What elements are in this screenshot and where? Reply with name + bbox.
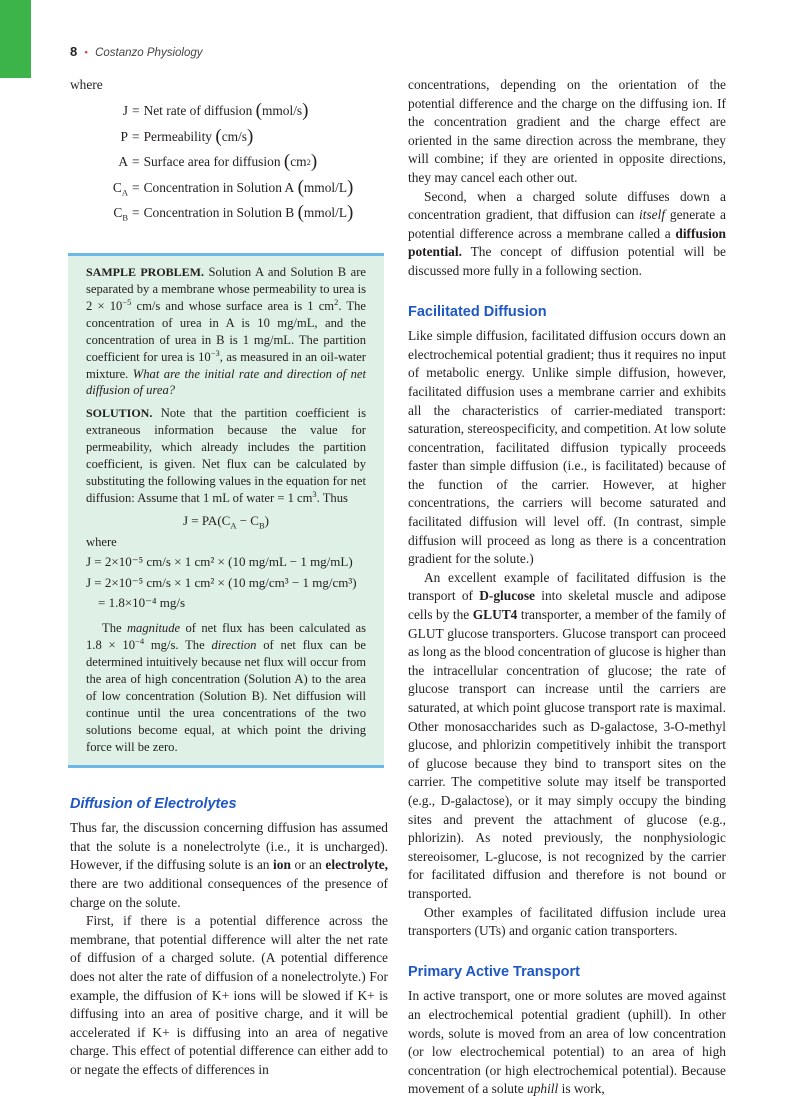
variable-definitions (102, 99, 388, 227)
primary-active-transport-heading: Primary Active Transport (408, 963, 580, 980)
definition-symbol: $C_A$ (112, 179, 128, 198)
definition-unit: mmol/L (303, 179, 348, 195)
sample-question: What are the initial rate and direction of net diffusion of urea? (86, 366, 366, 398)
definition-symbol: J (122, 103, 128, 119)
left-column (70, 76, 388, 1079)
primary-active-paragraph: In active transport, one or more solutes are moved against an electrochemical potential gradient (uphill). In other words, solute is moved from an area of low concentration (or low electrochemical potential) to an area of high concentration (or high electrochemical potential). Because movement of a solute uphill is work, (408, 988, 726, 1097)
definition-text: Concentration in Solution A (143, 179, 295, 195)
definition-row: $C_B$ = Concentration in Solution B ( mmol/L ) (102, 201, 388, 227)
definition-symbol: $C_B$ (113, 205, 128, 223)
sample-problem-heading: SAMPLE PROBLEM. (86, 265, 205, 280)
calc-line-1: J = 2×10⁻⁵ cm/s × 1 cm² × (10 mg/mL − 1 mg/mL) (86, 553, 353, 569)
electrolytes-paragraph-2: First, if there is a potential difference across the membrane, that potential difference will alter the net rate of diffusion of a charged solute. (A potential difference does not alter the rate of diffusion of a nonelectrolyte.) For example, the diffusion of K+ ions will be slowed if K+ is diffusing into an area of positive charge, and it will be accelerated if K+ is diffusing into an area of negative charge. This effect of potential difference can either add to or negate the effects of differences in (70, 913, 388, 1077)
definition-unit: mmol/s (261, 103, 303, 119)
solution-where: where (86, 534, 117, 549)
solution-heading: SOLUTION. (86, 406, 153, 421)
right-column (408, 76, 726, 1099)
definition-row: $C_A$ = Concentration in Solution A ( mmol/L ) (102, 175, 388, 201)
continued-paragraph: concentrations, depending on the orientation of the potential difference and the charge on the diffusing ion. If the concentration gradient and the charge effect are oriented in the same direction across the membrane, they will combine; if they are oriented in opposite directions, they may cancel each other out. (408, 77, 726, 185)
facilitated-diffusion-heading: Facilitated Diffusion (408, 303, 547, 320)
flux-equation: $J = PA(C_A - C_B)$ (183, 512, 269, 531)
definition-text: Concentration in Solution B (143, 205, 295, 221)
chapter-color-tab (0, 0, 31, 78)
facilitated-paragraph-2: An excellent example of facilitated diffusion is the transport of D-glucose into skeletal muscle and adipose cells by the GLUT4 transporter, a member of the family of GLUT glucose transporters. Glucose transport can proceed as long as the blood concentration of glucose is higher than the intracellular concentration of glucose; the rate of glucose transport can increase until the carriers are saturated, at which point glucose transport rate is maximal. Other monosaccharides such as D-galactose, 3-O-methyl glucose, and phlorizin competitively inhibit the transport of glucose because they bind to transport sites on the carrier. The competitive solute may itself be transported (e.g., D-galactose), or it may simply occupy the binding sites and prevent the attachment of glucose (e.g., phlorizin). As noted previously, the nonphysiologic stereoisomer, L-glucose, is not recognized by the carrier for facilitated diffusion and therefore is not bound or transported. (408, 569, 726, 901)
definition-symbol: P (120, 128, 128, 144)
electrolytes-paragraph-1: Thus far, the discussion concerning diffusion has assumed that the solute is a nonelectrolyte (i.e., it is uncharged). However, if the diffusing solute is an ion or an electrolyte, there are two additional consequences of the presence of charge on the solute. (70, 820, 388, 910)
definition-row: P = Permeability ( cm/s ) (102, 124, 388, 150)
solution: SOLUTION. Note that the partition coefficient is extraneous information because the value for permeability, which already includes the partition coefficient, is given. Net flux can be calculated by substituting the following values in the equation for net diffusion: Assume that 1 mL of water = 1 $cm^3$. Thus (86, 406, 366, 505)
definition-unit: cm (290, 154, 307, 170)
definition-row: J = Net rate of diffusion ( mmol/s ) (102, 99, 388, 125)
sample-conclusion: The magnitude of net flux has been calculated as $1.8 \times 10^{-4}$ mg/s. The direction of net flux can be determined intuitively because net flux will occur from the area of high concentration (Solution A) to the area of low concentration (Solution B). Net diffusion will continue until the urea concentrations of the two solutions become equal, at which point the driving force will be zero. (86, 621, 366, 754)
electrolytes-heading: Diffusion of Electrolytes (70, 795, 237, 812)
sample-problem: SAMPLE PROBLEM. Solution A and Solution B are separated by a membrane whose permeability to urea is $2 \times 10^{-5}$ cm/s and whose surface area is 1 $cm^2$. The concentration of urea in A is 10 mg/mL, and the concentration of urea in B is 1 mg/mL. The partition coefficient for urea is $10^{-3}$, as measured in an oil-water mixture. What are the initial rate and direction of net diffusion of urea? (86, 265, 366, 398)
definition-unit: cm/s (221, 128, 247, 144)
where-label: where (70, 77, 103, 92)
diffusion-potential-paragraph: Second, when a charged solute diffuses down a concentration gradient, that diffusion can itself generate a potential difference across a membrane called a diffusion potential. The concept of diffusion potential will be discussed more fully in a following section. (408, 188, 726, 278)
definition-text: Net rate of diffusion (143, 103, 253, 119)
definition-text: Surface area for diffusion (143, 154, 281, 170)
header-bullet: • (84, 47, 89, 59)
running-header (70, 44, 203, 59)
page-number: 8 (70, 44, 78, 59)
definition-text: Permeability (143, 128, 212, 144)
calc-line-2: J = 2×10⁻⁵ cm/s × 1 cm² × (10 mg/cm³ − 1 mg/cm³) (86, 574, 357, 590)
facilitated-paragraph-3: Other examples of facilitated diffusion include urea transporters (UTs) and organic cation transporters. (408, 904, 726, 939)
sample-problem-box (68, 253, 384, 767)
book-title: Costanzo Physiology (95, 47, 203, 59)
definition-unit: mmol/L (303, 205, 348, 221)
definition-symbol: A (118, 154, 128, 170)
facilitated-paragraph-1: Like simple diffusion, facilitated diffusion occurs down an electrochemical potential gradient; thus it requires no input of metabolic energy. Unlike simple diffusion, however, facilitated diffusion uses a membrane carrier and exhibits all the characteristics of carrier-mediated transport: saturation, stereospecificity, and competition. At low solute concentration, facilitated diffusion typically proceeds faster than simple diffusion (i.e., is facilitated) because of the function of the carrier. However, at higher concentrations, the carriers will become saturated and facilitated diffusion will level off. (In contrast, simple diffusion will proceed as long as there is a concentration gradient for the solute.) (408, 328, 726, 567)
definition-row: A = Surface area for diffusion ( cm 2 ) (102, 150, 388, 176)
calc-line-3: = 1.8×10⁻⁴ mg/s (98, 595, 186, 611)
